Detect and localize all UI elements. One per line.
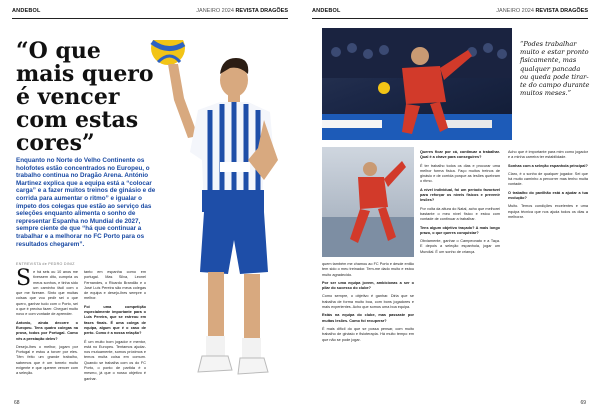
- section-label: ANDEBOL: [12, 8, 41, 14]
- paragraph: Como sempre, o objetivo é ganhar. Diria que se trabalha de forma muito boa, com bons jogadores e mais experientes. Acho que somos uma boa equipa.: [322, 294, 414, 310]
- issue-date: JANEIRO 2024: [196, 8, 234, 14]
- question: Estás na equipa do clube, mas passaste por muitas lesões. Como foi recuperar?: [322, 313, 414, 323]
- right-column-3: [508, 150, 588, 223]
- paragraph: É um muito bom jogador e mentor, está no Europeu. Tentamos ajudar-nos mutuamente, somos próximos e temos muita coisa em comum. Quando se trabalha com os do FC Porto, o ponto de partida é o mesmo, já que o nosso objetivo é ganhar.: [84, 339, 146, 381]
- question: Foi uma competição especialmente importante para o Luís Pereira, que se estreou em fases finais. É uma colega de equipa, algum que é o caso de perto. Como é a nossa relação?: [84, 304, 146, 336]
- question: O trabalho do pavilhão está a ajudar a tua evolução?: [508, 190, 588, 201]
- question: Tens algum objetivo traçado? A mais longo prazo, o que queres conquistar?: [420, 225, 500, 235]
- issue-label: [196, 8, 288, 14]
- question: Por ser uma equipa jovem, ambicionas a ser o pilar do sucesso do clube?: [322, 280, 414, 291]
- headline-quote: “O que mais quero é vencer com estas cores”: [16, 38, 154, 156]
- body-column-1: [16, 266, 78, 380]
- paragraph: Muito. Temos condições excelentes e uma equipa técnica que nos ajuda todos os dias a melhorar.: [508, 204, 588, 219]
- paragraph: Desejo-lhes o melhor, jogam por Portugal e estou a torcer por eles. Têm feito um grande trabalho, sabemos que é um torneio muito exigente e que querem vencer com a seleção.: [16, 344, 78, 376]
- page-number-right: 69: [580, 400, 586, 406]
- paragraph: tanto em espanha como em portugal. Mas Silva, Leonel Fernandes, o Ricardo Brandão e o José Luís Pereira são meus colegas de equipa e desejo-lhes sempre o melhor.: [84, 270, 146, 301]
- right-column-1: [322, 262, 414, 346]
- paragraph: Obviamente, ganhar o Campeonato e a Taça. E depois a seleção espanhola, jogar um Mundial. É um sonho de criança.: [420, 239, 500, 254]
- header-rule: [12, 18, 288, 19]
- dropcap: S: [16, 266, 32, 291]
- header-rule: [312, 18, 588, 19]
- issue-label: [496, 8, 588, 14]
- byline: ENTREVISTA de PEDRO DINIZ: [16, 262, 75, 266]
- handball-ball-icon: [151, 40, 185, 65]
- question: Queres ficar por cá, continuar a trabalhar. Qual é a chave para conseguires?: [420, 150, 500, 160]
- page-number-left: 68: [14, 400, 20, 406]
- paragraph: Por volta da altura do Natal, acho que melhorei bastante o meu nível físico e estou com vontade de continuar a trabalhar.: [420, 206, 500, 222]
- issue-brand: REVISTA DRAGÕES: [235, 8, 288, 14]
- right-column-2: [420, 150, 500, 258]
- paragraph: Claro, é o sonho de qualquer jogador. Sei que há muito caminho a percorrer mas tenho muita vontade.: [508, 171, 588, 187]
- player-photo: [140, 40, 290, 395]
- question: Sonhas com a seleção espanhola principal?: [508, 163, 588, 168]
- issue-date: JANEIRO 2024: [496, 8, 534, 14]
- body-column-2: [84, 270, 146, 385]
- paragraph: É mais difícil do que se possa pensar, com muito trabalho de ginásio e fisioterapia. Há muito tempo em que não se pode jogar.: [322, 326, 414, 342]
- question: Antonio, ainda decorre o Europeu. Tens quatro colegas na prova, todos por Portugal. Como vês a prestação deles?: [16, 320, 78, 341]
- question: A nível individual, foi um período favorável para reforçar os níveis físicos e prevenir lesões?: [420, 187, 500, 203]
- action-photo: [322, 28, 512, 140]
- secondary-photo: [322, 147, 414, 257]
- right-header: [312, 8, 588, 18]
- paragraph: Acho que é importante para mim como jogador e a minha carreira ter estabilidade.: [508, 150, 588, 160]
- pull-quote: “Podes trabalhar muito e estar pronto fisicamente, mas qualquer pancada ou queda pode tirar-te do campo durante muitos meses.”: [520, 40, 590, 98]
- paragraph: quem também me chamou ao FC Porto e desde então tem sido o meu treinador. Tem-me dado muito e estou muito agradecido.: [322, 262, 414, 277]
- paragraph: É ter trabalho todos os dias e procurar uma melhor forma física. Faço muitos treinos de ginásio e de corrida porque as lesões quebram o ritmo.: [420, 163, 500, 184]
- left-header: [12, 8, 288, 18]
- section-label: ANDEBOL: [312, 8, 341, 14]
- lead-paragraph: Enquanto no Norte do Velho Continente os holofotes estão concentrados no Europeu, o trabalho continua no Dragão Arena. António Martinez explica que a equipa está a “colocar carga” e a fazer muitos treinos de ginásio e de corrida para aumentar o ritmo” e igualar o ímpeto dos colegas que estão ao serviço das seleções enquanto alimenta o sonho de representar Espanha no Mundial de 2027, sempre ciente de que “há que continuar a trabalhar e a melhorar no FC Porto para os resultados chegarem”.: [16, 157, 156, 248]
- issue-brand: REVISTA DRAGÕES: [535, 8, 588, 14]
- paragraph: e há seis ou 10 anos me tivessem dito, cumpria os meus sonhos, e tinha sido um caminho fácil com o que me fizeram. Sinto que muitas coisas que vou pedir sei o que quero, ganhar tudo com o Porto, sei o que é preciso fazer. Cheguei muito novo e com vontade de aprender.: [16, 270, 78, 317]
